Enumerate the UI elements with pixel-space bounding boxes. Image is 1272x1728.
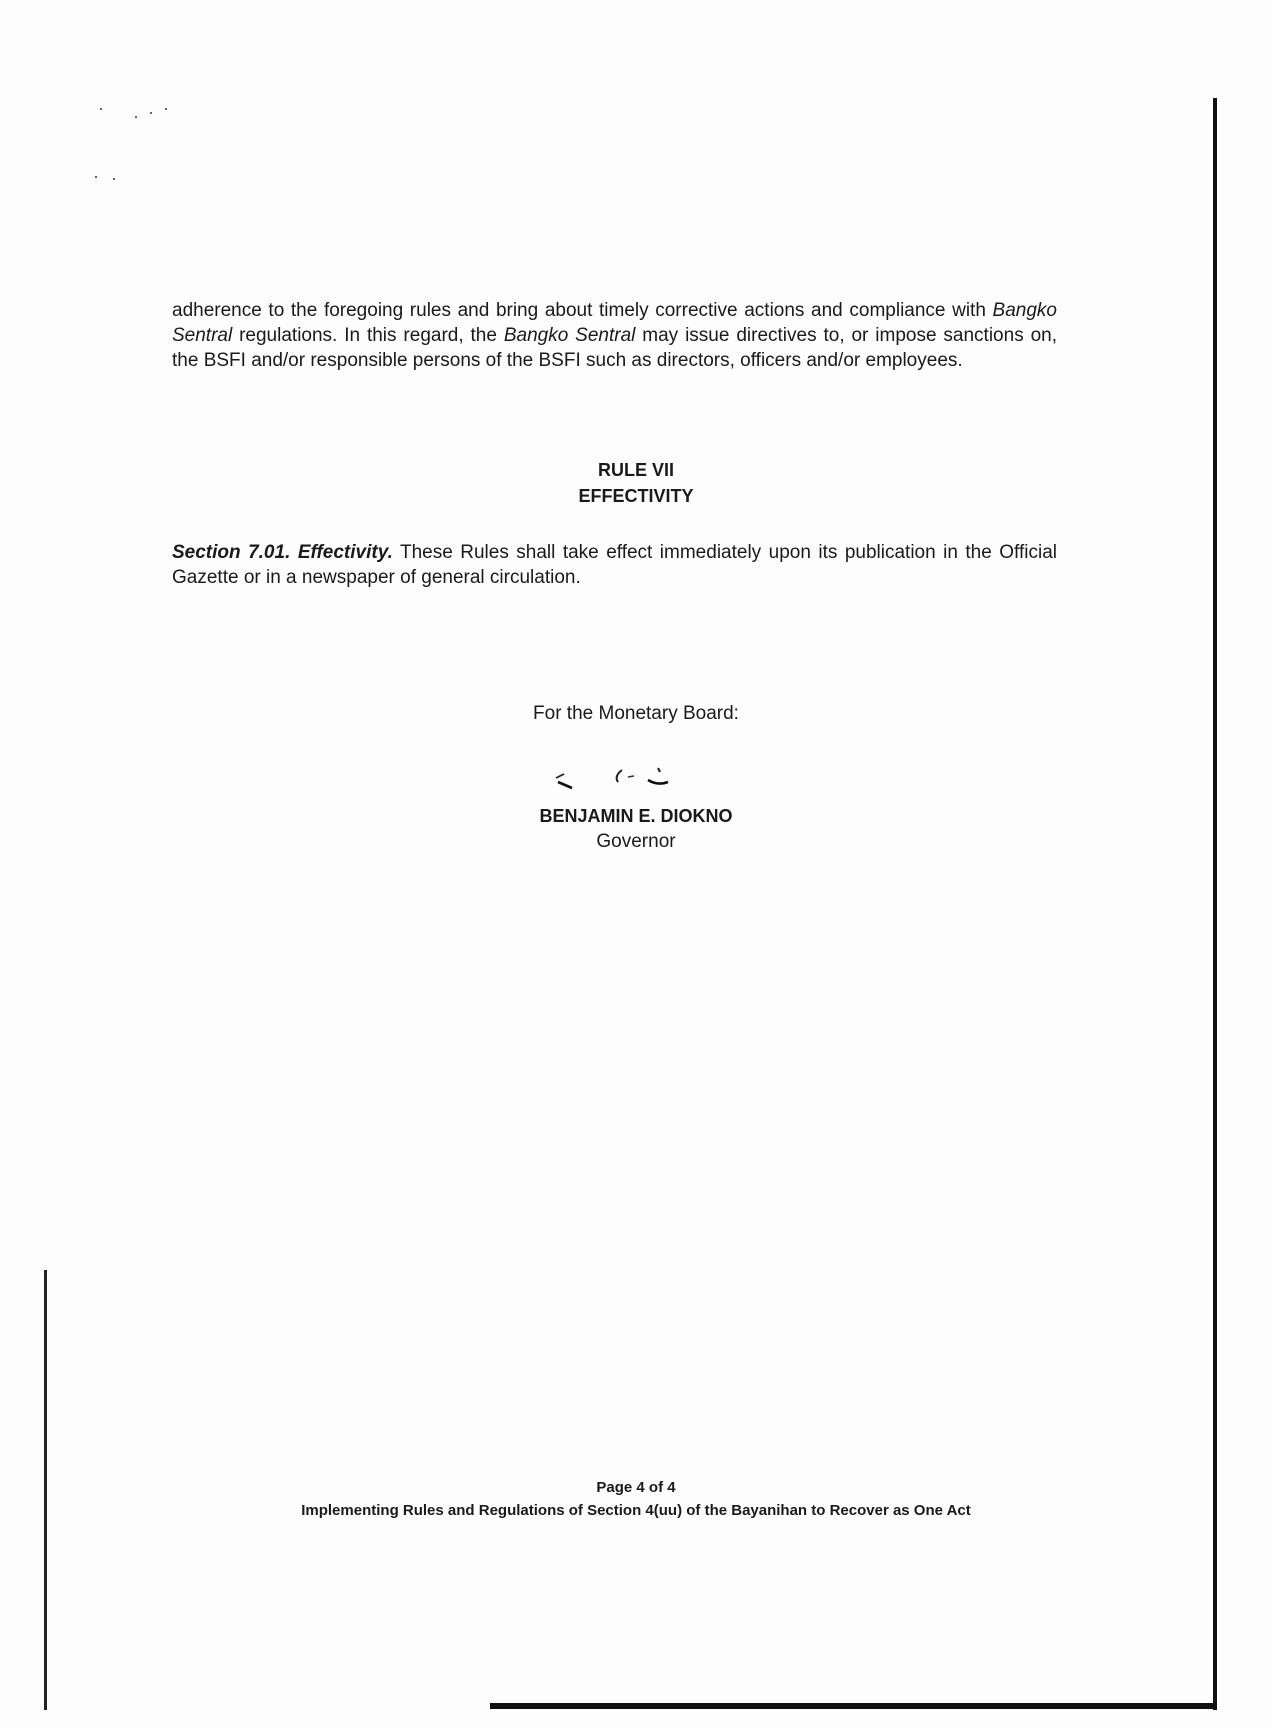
paragraph-text: may issue directives to, or impose sanctions on, the BSFI and/or responsible persons of the BSFI such as directors, officers and/or employees. <box>172 325 1058 371</box>
scan-speck <box>150 112 152 114</box>
scan-speck <box>100 108 102 110</box>
paragraph-text: regulations. In this regard, the <box>232 325 504 346</box>
section-heading: Section 7.01. Effectivity. <box>172 542 393 563</box>
footer-page-number: Page 4 of 4 <box>596 1479 676 1496</box>
scan-speck <box>95 176 97 178</box>
paragraph-italic: Bangko Sentral <box>503 325 636 346</box>
rule-title: EFFECTIVITY <box>578 486 694 506</box>
scan-border-bottom <box>490 1703 1217 1709</box>
scan-border-right <box>1213 98 1217 1710</box>
footer-document-title: Implementing Rules and Regulations of Section 4(uu) of the Bayanihan to Recover as One Act <box>301 1502 971 1519</box>
signatory-name: BENJAMIN E. DIOKNO <box>539 806 733 826</box>
continuation-paragraph <box>172 298 1057 373</box>
scan-speck <box>135 116 137 118</box>
signatory-title: Governor <box>596 831 676 852</box>
for-board-label: For the Monetary Board: <box>533 703 739 724</box>
section-paragraph <box>172 540 1057 590</box>
paragraph-text: adherence to the foregoing rules and bring about timely corrective actions and compliance with <box>172 300 993 321</box>
scan-speck <box>165 108 167 110</box>
signature-mark <box>550 760 700 796</box>
paragraph-italic: Bangko Sentral <box>172 300 1057 346</box>
rule-number: RULE VII <box>597 460 674 480</box>
scan-speck <box>113 178 115 180</box>
section-text: These Rules shall take effect immediately upon its publication in the Official Gazette or in a newspaper of general circulation. <box>172 542 1057 588</box>
